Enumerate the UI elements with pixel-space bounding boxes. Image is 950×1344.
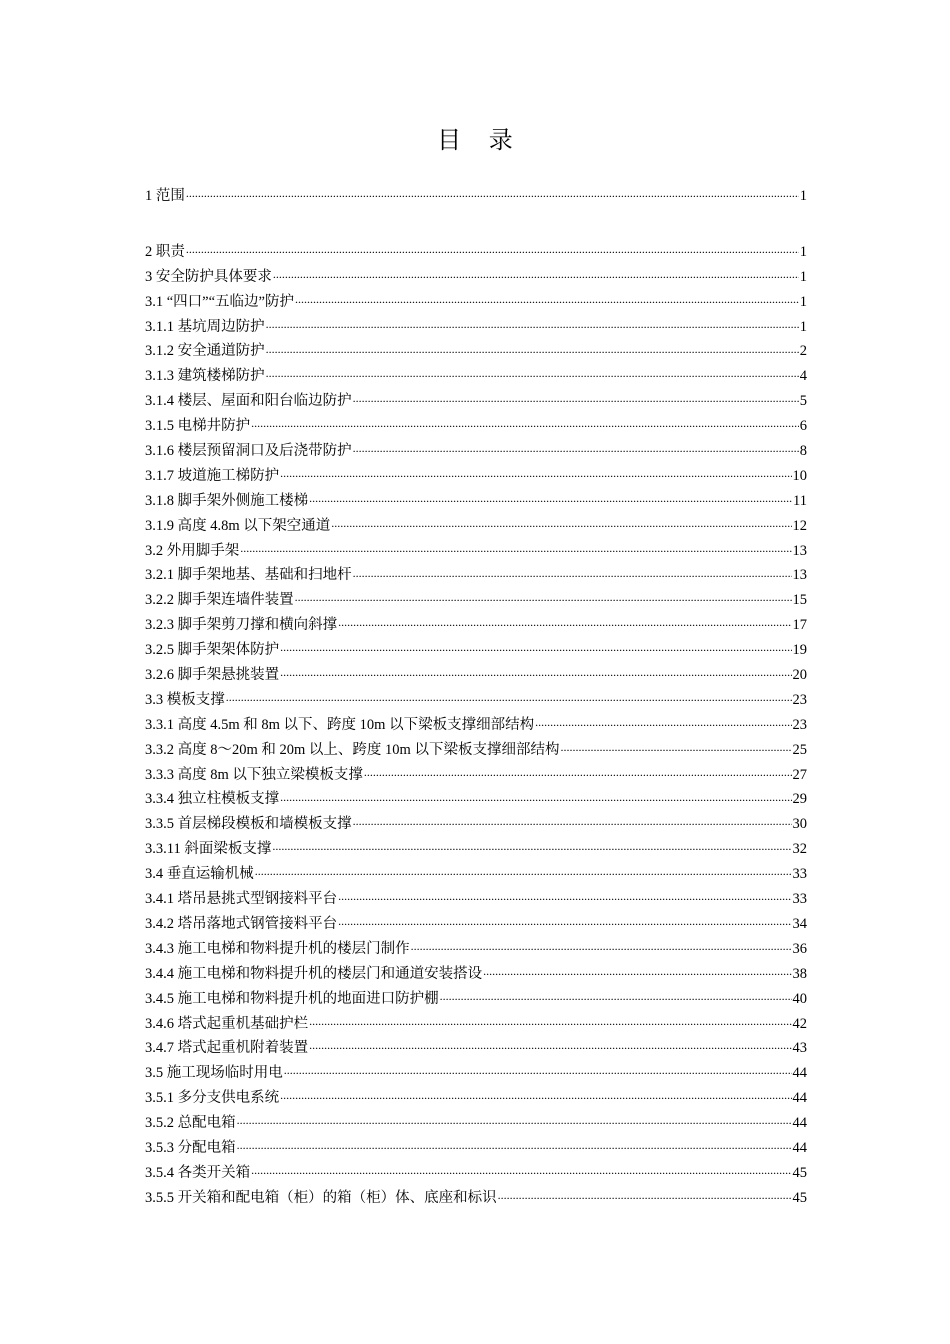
toc-entry[interactable] xyxy=(145,339,807,364)
toc-entry[interactable] xyxy=(145,613,807,638)
toc-dot-leader xyxy=(186,186,799,200)
toc-dot-leader xyxy=(309,491,792,505)
toc-entry[interactable] xyxy=(145,563,807,588)
toc-entry-page-number: 44 xyxy=(792,1065,807,1082)
toc-entry-page-number: 32 xyxy=(792,841,807,858)
toc-entry-label: 3.5.4 各类开关箱 xyxy=(145,1164,251,1181)
toc-entry[interactable] xyxy=(145,887,807,912)
toc-dot-leader xyxy=(331,516,791,530)
toc-entry-label: 3.2.6 脚手架悬挑装置 xyxy=(145,667,280,684)
toc-entry-page-number: 23 xyxy=(792,691,807,708)
toc-dot-leader xyxy=(280,640,791,654)
toc-entry-label: 1 范围 xyxy=(145,188,185,204)
toc-entry-page-number: 1 xyxy=(799,243,807,260)
toc-dot-leader xyxy=(338,914,791,928)
toc-entry-label: 3.5 施工现场临时用电 xyxy=(145,1065,283,1082)
toc-dot-leader xyxy=(237,1113,792,1127)
toc-entry-page-number: 34 xyxy=(792,915,807,932)
toc-entry-label: 3.4.5 施工电梯和物料提升机的地面进口防护棚 xyxy=(145,990,439,1007)
toc-entry-label: 3.4 垂直运输机械 xyxy=(145,866,254,883)
toc-entry[interactable] xyxy=(145,688,807,713)
toc-entry-page-number: 44 xyxy=(792,1090,807,1107)
toc-entry-page-number: 13 xyxy=(792,542,807,559)
toc-dot-leader xyxy=(255,864,792,878)
toc-dot-leader xyxy=(284,1063,792,1077)
toc-entry[interactable] xyxy=(145,987,807,1012)
toc-entry[interactable] xyxy=(145,738,807,763)
toc-entry-page-number: 27 xyxy=(792,766,807,783)
toc-entry-page-number: 12 xyxy=(792,517,807,534)
toc-entry-label: 2 职责 xyxy=(145,243,185,260)
toc-dot-leader xyxy=(353,391,799,405)
toc-dot-leader xyxy=(295,292,799,306)
toc-entry[interactable] xyxy=(145,862,807,887)
toc-dot-leader xyxy=(237,1138,792,1152)
toc-entry-label: 3.1.5 电梯井防护 xyxy=(145,418,251,435)
toc-dot-leader xyxy=(411,939,792,953)
toc-dot-leader xyxy=(353,565,792,579)
toc-entry-page-number: 23 xyxy=(792,716,807,733)
toc-entry-label: 3.1.9 高度 4.8m 以下架空通道 xyxy=(145,517,331,534)
toc-entry-page-number: 15 xyxy=(792,592,807,609)
page-title: 目 录 xyxy=(437,126,523,154)
table-of-contents xyxy=(145,184,807,1211)
toc-entry[interactable] xyxy=(145,1036,807,1061)
toc-entry[interactable] xyxy=(145,265,807,290)
toc-entry-page-number: 45 xyxy=(792,1189,807,1206)
toc-entry[interactable] xyxy=(145,240,807,265)
toc-entry-label: 3.2.3 脚手架剪刀撑和横向斜撑 xyxy=(145,617,338,634)
toc-dot-leader xyxy=(280,789,791,803)
toc-entry-label: 3.3.5 首层梯段模板和墙模板支撑 xyxy=(145,816,352,833)
toc-dot-leader xyxy=(498,1188,792,1202)
toc-dot-leader xyxy=(251,416,799,430)
toc-dot-leader xyxy=(280,1088,791,1102)
toc-entry[interactable] xyxy=(145,638,807,663)
toc-entry-page-number: 1 xyxy=(799,318,807,335)
toc-entry-page-number: 6 xyxy=(799,418,807,435)
toc-entry-page-number: 33 xyxy=(792,891,807,908)
toc-entry[interactable] xyxy=(145,812,807,837)
toc-entry-page-number: 8 xyxy=(799,443,807,460)
toc-dot-leader xyxy=(226,690,792,704)
toc-entry[interactable] xyxy=(145,364,807,389)
toc-entry-label: 3.1.8 脚手架外侧施工楼梯 xyxy=(145,492,309,509)
toc-entry[interactable] xyxy=(145,1186,807,1211)
toc-entry[interactable] xyxy=(145,1136,807,1161)
toc-dot-leader xyxy=(266,366,799,380)
toc-entry-label: 3.5.2 总配电箱 xyxy=(145,1115,236,1132)
toc-entry-label: 3.5.1 多分支供电系统 xyxy=(145,1090,280,1107)
toc-entry-label: 3.3 模板支撑 xyxy=(145,691,225,708)
toc-entry-page-number: 42 xyxy=(792,1015,807,1032)
toc-entry-label: 3 安全防护具体要求 xyxy=(145,268,272,285)
toc-entry-page-number: 36 xyxy=(792,940,807,957)
toc-entry[interactable] xyxy=(145,315,807,340)
toc-entry[interactable] xyxy=(145,539,807,564)
toc-entry-label: 3.5.3 分配电箱 xyxy=(145,1139,236,1156)
toc-entry-label: 3.2.1 脚手架地基、基础和扫地杆 xyxy=(145,567,352,584)
toc-entry[interactable] xyxy=(145,912,807,937)
toc-entry[interactable] xyxy=(145,514,807,539)
toc-dot-leader xyxy=(240,541,791,555)
toc-entry-page-number: 1 xyxy=(799,188,807,204)
toc-entry-label: 3.2 外用脚手架 xyxy=(145,542,240,559)
toc-dot-leader xyxy=(353,814,792,828)
toc-entry[interactable] xyxy=(145,763,807,788)
toc-entry[interactable] xyxy=(145,1012,807,1037)
toc-entry[interactable] xyxy=(145,713,807,738)
toc-entry[interactable] xyxy=(145,837,807,862)
toc-dot-leader xyxy=(266,341,799,355)
toc-entry-label: 3.4.4 施工电梯和物料提升机的楼层门和通道安装搭设 xyxy=(145,965,483,982)
toc-entry-page-number: 17 xyxy=(792,617,807,634)
toc-entry-page-number: 43 xyxy=(792,1040,807,1057)
toc-entry-label: 3.4.7 塔式起重机附着装置 xyxy=(145,1040,309,1057)
toc-entry[interactable] xyxy=(145,439,807,464)
toc-entry-label: 3.1.1 基坑周边防护 xyxy=(145,318,265,335)
toc-entry[interactable] xyxy=(145,1111,807,1136)
toc-entry-page-number: 13 xyxy=(792,567,807,584)
toc-dot-leader xyxy=(280,665,791,679)
toc-dot-leader xyxy=(309,1038,791,1052)
toc-dot-leader xyxy=(364,765,792,779)
toc-entry-label: 3.1 “四口”“五临边”防护 xyxy=(145,293,294,310)
toc-entry-page-number: 40 xyxy=(792,990,807,1007)
toc-entry-label: 3.3.3 高度 8m 以下独立梁模板支撑 xyxy=(145,766,363,783)
toc-entry-page-number: 19 xyxy=(792,642,807,659)
toc-entry[interactable] xyxy=(145,464,807,489)
toc-entry[interactable] xyxy=(145,663,807,688)
toc-entry[interactable] xyxy=(145,184,807,209)
toc-entry-label: 3.1.4 楼层、屋面和阳台临边防护 xyxy=(145,393,352,410)
toc-dot-leader xyxy=(273,267,799,281)
toc-dot-leader xyxy=(309,1014,791,1028)
toc-entry-label: 3.1.7 坡道施工梯防护 xyxy=(145,467,280,484)
toc-entry-label: 3.1.6 楼层预留洞口及后浇带防护 xyxy=(145,443,352,460)
toc-entry-page-number: 44 xyxy=(792,1139,807,1156)
toc-entry-page-number: 20 xyxy=(792,667,807,684)
toc-entry-page-number: 25 xyxy=(792,741,807,758)
toc-entry-page-number: 45 xyxy=(792,1164,807,1181)
toc-entry-page-number: 29 xyxy=(792,791,807,808)
toc-dot-leader xyxy=(338,889,791,903)
toc-entry-label: 3.4.2 塔吊落地式钢管接料平台 xyxy=(145,915,338,932)
toc-entry-label: 3.1.3 建筑楼梯防护 xyxy=(145,368,265,385)
toc-entry[interactable] xyxy=(145,414,807,439)
toc-entry[interactable] xyxy=(145,1161,807,1186)
toc-entry[interactable] xyxy=(145,588,807,613)
toc-entry-label: 3.3.2 高度 8～20m 和 20m 以上、跨度 10m 以下梁板支撑细部结构 xyxy=(145,741,560,758)
toc-entry-page-number: 1 xyxy=(799,293,807,310)
toc-entry-label: 3.2.2 脚手架连墙件装置 xyxy=(145,592,294,609)
toc-entry-label: 3.1.2 安全通道防护 xyxy=(145,343,265,360)
toc-dot-leader xyxy=(560,740,791,754)
toc-entry[interactable] xyxy=(145,1086,807,1111)
toc-entry-page-number: 11 xyxy=(793,492,807,509)
toc-entry[interactable] xyxy=(145,290,807,315)
toc-dot-leader xyxy=(251,1163,791,1177)
toc-entry-label: 3.3.11 斜面梁板支撑 xyxy=(145,841,272,858)
toc-entry-label: 3.2.5 脚手架架体防护 xyxy=(145,642,280,659)
toc-dot-leader xyxy=(353,441,799,455)
toc-entry-page-number: 1 xyxy=(799,268,807,285)
toc-entry[interactable] xyxy=(145,489,807,514)
toc-entry-page-number: 5 xyxy=(799,393,807,410)
toc-entry-page-number: 33 xyxy=(792,866,807,883)
toc-dot-leader xyxy=(483,964,791,978)
toc-entry-label: 3.5.5 开关箱和配电箱（柜）的箱（柜）体、底座和标识 xyxy=(145,1189,497,1206)
toc-entry[interactable] xyxy=(145,1061,807,1086)
toc-dot-leader xyxy=(186,242,799,256)
toc-entry[interactable] xyxy=(145,787,807,812)
toc-entry[interactable] xyxy=(145,389,807,414)
toc-entry-label: 3.4.3 施工电梯和物料提升机的楼层门制作 xyxy=(145,940,410,957)
toc-entry-page-number: 30 xyxy=(792,816,807,833)
toc-entry-label: 3.3.4 独立柱模板支撑 xyxy=(145,791,280,808)
toc-dot-leader xyxy=(338,615,791,629)
toc-entry[interactable] xyxy=(145,937,807,962)
toc-dot-leader xyxy=(272,839,791,853)
toc-entry-label: 3.4.6 塔式起重机基础护栏 xyxy=(145,1015,309,1032)
toc-dot-leader xyxy=(266,317,799,331)
toc-entry-label: 3.4.1 塔吊悬挑式型钢接料平台 xyxy=(145,891,338,908)
toc-dot-leader xyxy=(535,715,791,729)
toc-dot-leader xyxy=(280,466,791,480)
toc-entry-page-number: 4 xyxy=(799,368,807,385)
toc-entry-page-number: 10 xyxy=(792,467,807,484)
toc-entry-label: 3.3.1 高度 4.5m 和 8m 以下、跨度 10m 以下梁板支撑细部结构 xyxy=(145,716,535,733)
toc-dot-leader xyxy=(440,989,792,1003)
toc-entry-page-number: 2 xyxy=(799,343,807,360)
toc-entry-page-number: 44 xyxy=(792,1115,807,1132)
toc-entry[interactable] xyxy=(145,962,807,987)
toc-entry-page-number: 38 xyxy=(792,965,807,982)
toc-dot-leader xyxy=(295,590,792,604)
